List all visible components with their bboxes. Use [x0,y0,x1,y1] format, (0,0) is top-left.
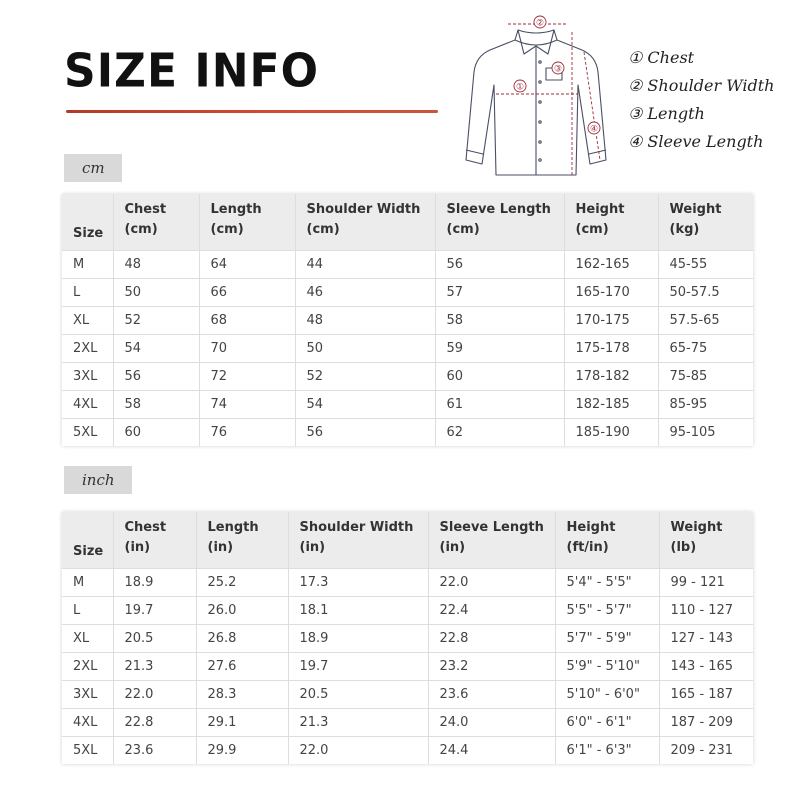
table-cell: 29.9 [196,736,288,764]
table-cell: 20.5 [113,624,196,652]
table-cell: 26.0 [196,596,288,624]
table-cell: 5'5" - 5'7" [555,596,659,624]
table-row [62,652,753,680]
table-cell: 5'4" - 5'5" [555,568,659,596]
column-header-unit: (cm) [575,222,609,237]
table-cell: 22.4 [428,596,555,624]
column-header [435,194,564,250]
table-cell: 143 - 165 [659,652,753,680]
column-header [199,194,295,250]
column-header [659,512,753,568]
table-cell: 50 [295,334,435,362]
table-row [62,596,753,624]
table-cell: 23.6 [113,736,196,764]
table-cell: 44 [295,250,435,278]
column-header-label: Weight [669,202,722,217]
table-cell: 58 [113,390,199,418]
table-cell: 170-175 [564,306,658,334]
column-header-unit: (cm) [446,222,480,237]
table-cell: 64 [199,250,295,278]
table-cell: 5'9" - 5'10" [555,652,659,680]
table-cell: 85-95 [658,390,753,418]
column-header-unit: (in) [207,540,234,555]
table-cell: 17.3 [288,568,428,596]
table-cell: 6'1" - 6'3" [555,736,659,764]
table-cell: 54 [113,334,199,362]
column-header-label: Length [210,202,262,217]
table-cell: 61 [435,390,564,418]
table-row [62,362,753,390]
column-header [62,194,113,250]
table-cell: 23.2 [428,652,555,680]
table-row [62,680,753,708]
table-cell: 5'10" - 6'0" [555,680,659,708]
column-header [295,194,435,250]
column-header-unit: (ft/in) [566,540,609,555]
table-row [62,250,753,278]
size-cell: 3XL [62,680,113,708]
table-cell: 68 [199,306,295,334]
table-cell: 23.6 [428,680,555,708]
column-header [555,512,659,568]
table-cell: 56 [113,362,199,390]
table-row [62,568,753,596]
table-cell: 60 [113,418,199,446]
column-header-label: Size [73,225,104,241]
diagram-mark-chest: ① [515,82,525,93]
diagram-mark-sleeve: ④ [589,124,599,135]
table-row [62,736,753,764]
table-cell: 56 [295,418,435,446]
table-cell: 58 [435,306,564,334]
diagram-mark-shoulder: ② [535,18,545,29]
size-cell: M [62,250,113,278]
size-table-cm [62,194,753,446]
column-header [564,194,658,250]
size-cell: L [62,596,113,624]
table-cell: 178-182 [564,362,658,390]
column-header [62,512,113,568]
column-header-unit: (lb) [670,540,697,555]
column-header-label: Weight [670,520,723,535]
table-cell: 18.9 [288,624,428,652]
table-cell: 175-178 [564,334,658,362]
table-cell: 46 [295,278,435,306]
table-row [62,708,753,736]
table-cell: 56 [435,250,564,278]
column-header-label: Chest [124,520,167,535]
table-cell: 162-165 [564,250,658,278]
table-cell: 52 [113,306,199,334]
table-cell: 50-57.5 [658,278,753,306]
column-header-unit: (cm) [124,222,158,237]
table-cell: 6'0" - 6'1" [555,708,659,736]
size-cell: 2XL [62,334,113,362]
legend-shoulder-width: ② Shoulder Width [628,76,775,95]
size-table-inch [62,512,753,764]
column-header [658,194,753,250]
table-row [62,624,753,652]
table-row [62,334,753,362]
size-cell: 5XL [62,736,113,764]
size-cell: XL [62,624,113,652]
table-cell: 50 [113,278,199,306]
table-cell: 75-85 [658,362,753,390]
column-header-label: Size [73,543,104,559]
column-header-unit: (kg) [669,222,700,237]
table-cell: 22.0 [428,568,555,596]
size-cell: 4XL [62,708,113,736]
column-header-unit: (in) [439,540,466,555]
diagram-mark-length: ③ [553,64,563,75]
column-header-label: Height [566,520,616,535]
column-header-label: Chest [124,202,167,217]
table-header-row [62,194,753,250]
column-header-label: Sleeve Length [446,202,551,217]
size-cell: 5XL [62,418,113,446]
table-cell: 59 [435,334,564,362]
table-cell: 110 - 127 [659,596,753,624]
column-header [113,512,196,568]
table-cell: 27.6 [196,652,288,680]
table-header-row [62,512,753,568]
table-cell: 24.4 [428,736,555,764]
table-cell: 18.1 [288,596,428,624]
column-header-label: Height [575,202,625,217]
table-cell: 28.3 [196,680,288,708]
table-cell: 19.7 [113,596,196,624]
table-cell: 70 [199,334,295,362]
table-row [62,278,753,306]
column-header [288,512,428,568]
column-header-unit: (in) [124,540,151,555]
table-cell: 48 [295,306,435,334]
table-row [62,306,753,334]
page-title: SIZE INFO [64,44,319,99]
table-cell: 22.8 [428,624,555,652]
column-header-unit: (cm) [210,222,244,237]
column-header-label: Shoulder Width [306,202,421,217]
table-cell: 74 [199,390,295,418]
table-cell: 29.1 [196,708,288,736]
table-cell: 165 - 187 [659,680,753,708]
column-header-unit: (cm) [306,222,340,237]
legend-length: ③ Length [628,104,705,123]
table-cell: 182-185 [564,390,658,418]
table-cell: 19.7 [288,652,428,680]
table-cell: 99 - 121 [659,568,753,596]
table-cell: 22.8 [113,708,196,736]
table-cell: 65-75 [658,334,753,362]
table-cell: 95-105 [669,424,716,440]
shirt-measurement-icon [460,10,620,178]
size-cell: XL [62,306,113,334]
table-cell: 18.9 [113,568,196,596]
table-cell: 24.0 [428,708,555,736]
table-cell: 21.3 [113,652,196,680]
table-cell: 209 - 231 [670,742,734,758]
table-cell: 185-190 [564,418,658,446]
table-cell: 52 [295,362,435,390]
table-cell: 60 [435,362,564,390]
table-cell: 66 [199,278,295,306]
table-cell: 165-170 [564,278,658,306]
table-cell: 54 [295,390,435,418]
table-cell: 5'7" - 5'9" [555,624,659,652]
table-cell: 57 [435,278,564,306]
table-cell: 72 [199,362,295,390]
column-header [196,512,288,568]
table-cell: 21.3 [288,708,428,736]
table-row [62,418,753,446]
column-header-unit: (in) [299,540,326,555]
unit-label-inch: inch [64,466,132,494]
table-cell: 22.0 [113,680,196,708]
column-header-label: Shoulder Width [299,520,414,535]
table-cell: 187 - 209 [659,708,753,736]
table-cell: 127 - 143 [659,624,753,652]
table-cell: 48 [113,250,199,278]
table-cell: 62 [435,418,564,446]
column-header [113,194,199,250]
table-cell: 20.5 [288,680,428,708]
size-cell: 3XL [62,362,113,390]
size-cell: 4XL [62,390,113,418]
measurement-legend [628,44,774,156]
title-underline [66,110,438,113]
column-header-label: Sleeve Length [439,520,544,535]
size-cell: M [62,568,113,596]
table-cell: 76 [199,418,295,446]
unit-label-cm: cm [64,154,122,182]
column-header-label: Length [207,520,259,535]
table-cell: 45-55 [658,250,753,278]
legend-chest: ① Chest [628,48,695,67]
size-cell: 2XL [62,652,113,680]
column-header [428,512,555,568]
size-cell: L [62,278,113,306]
table-cell: 22.0 [288,736,428,764]
legend-sleeve-length: ④ Sleeve Length [628,132,764,151]
table-row [62,390,753,418]
table-cell: 26.8 [196,624,288,652]
table-cell: 25.2 [196,568,288,596]
table-cell: 57.5-65 [658,306,753,334]
